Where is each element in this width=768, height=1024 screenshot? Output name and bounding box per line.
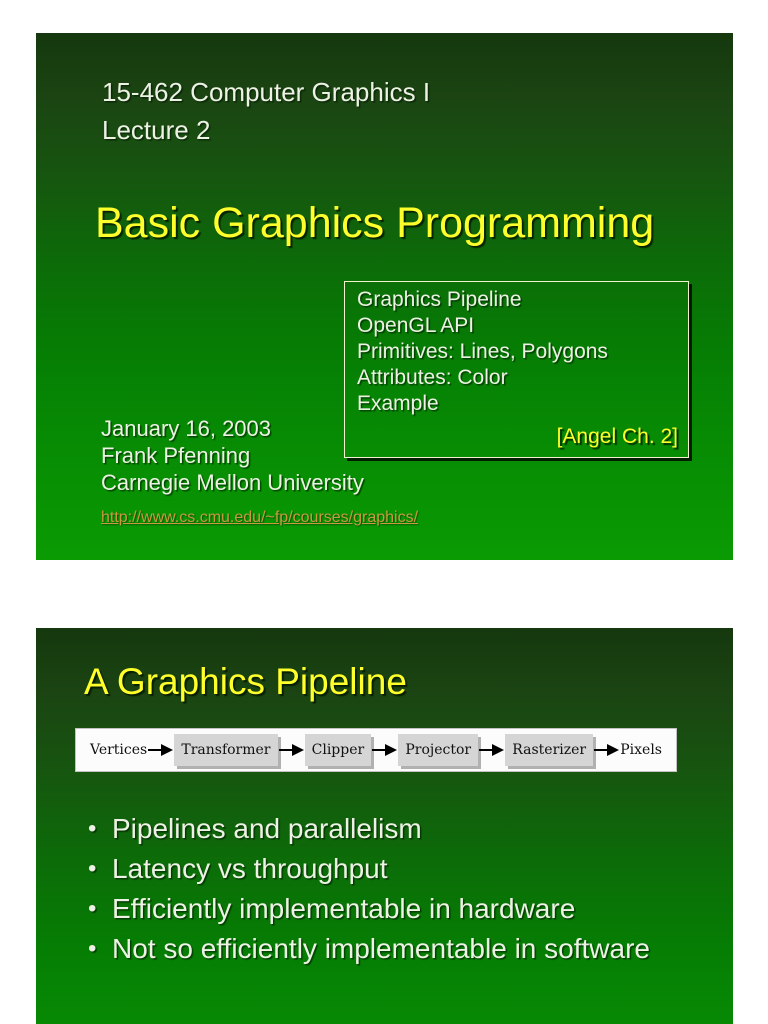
bullet-text: Latency vs throughput — [112, 853, 388, 884]
lecture-number: Lecture 2 — [102, 115, 211, 145]
bullet-icon: • — [88, 935, 97, 962]
arrow-right-icon — [372, 744, 397, 756]
bullet-text: Efficiently implementable in hardware — [112, 893, 576, 924]
pipeline-input-label: Vertices — [90, 742, 148, 758]
slide-title: Basic Graphics Programming — [95, 199, 655, 247]
course-header — [102, 73, 430, 149]
bullet-list — [88, 809, 708, 969]
institution-name: Carnegie Mellon University — [101, 470, 364, 495]
list-item — [88, 809, 708, 849]
arrow-right-icon — [594, 744, 619, 756]
pipeline-slide — [36, 628, 733, 1024]
topic-item: Graphics Pipeline — [357, 288, 522, 311]
pipeline-output-label: Pixels — [620, 742, 662, 758]
pipeline-diagram — [75, 728, 677, 772]
topic-item: Primitives: Lines, Polygons — [357, 340, 608, 363]
course-url-link[interactable]: http://www.cs.cmu.edu/~fp/courses/graphics/ — [101, 509, 419, 526]
slide-title: A Graphics Pipeline — [84, 661, 407, 702]
bullet-icon: • — [88, 815, 97, 842]
list-item — [88, 889, 708, 929]
credits-block — [101, 415, 364, 496]
list-item — [88, 849, 708, 889]
bullet-text: Pipelines and parallelism — [112, 813, 422, 844]
course-number: 15-462 Computer Graphics I — [102, 77, 431, 107]
topics-box — [344, 281, 689, 458]
bullet-text: Not so efficiently implementable in software — [112, 933, 650, 964]
pipeline-stage-transformer: Transformer — [174, 734, 277, 766]
pipeline-stage-projector: Projector — [398, 734, 478, 766]
title-slide — [36, 33, 733, 560]
chapter-reference: [Angel Ch. 2] — [556, 425, 678, 448]
bullet-icon: • — [88, 855, 97, 882]
topic-item: OpenGL API — [357, 314, 475, 337]
pipeline-stage-clipper: Clipper — [305, 734, 372, 766]
bullet-icon: • — [88, 895, 97, 922]
topic-item: Attributes: Color — [357, 366, 508, 389]
arrow-right-icon — [479, 744, 504, 756]
author-name: Frank Pfenning — [101, 443, 251, 468]
lecture-date: January 16, 2003 — [101, 416, 272, 441]
arrow-right-icon — [279, 744, 304, 756]
arrow-right-icon — [148, 744, 173, 756]
pipeline-stage-rasterizer: Rasterizer — [505, 734, 593, 766]
topic-item: Example — [357, 392, 439, 415]
list-item — [88, 929, 708, 969]
